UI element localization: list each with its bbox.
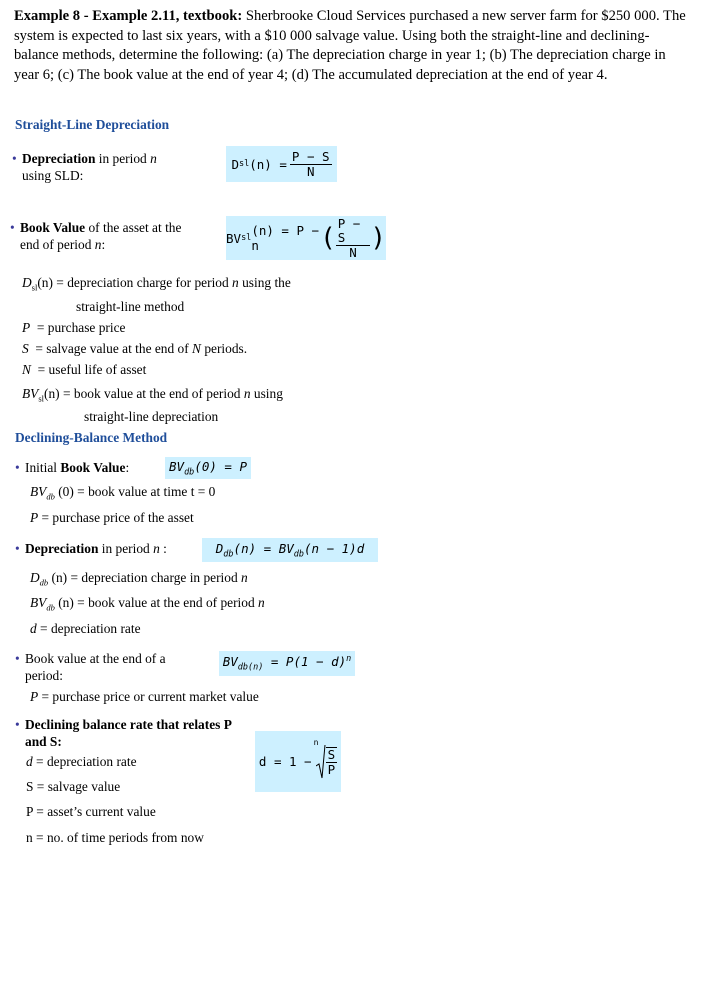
sl-b2-bold: Book Value	[20, 220, 86, 235]
db-l2-sym: P	[30, 510, 39, 525]
db-l3-sub: db	[39, 577, 49, 588]
f2-den: N	[349, 244, 357, 260]
f2-fraction	[336, 217, 371, 260]
db-b4-line1: Declining balance rate that relates P	[25, 717, 232, 732]
db-f2-c: (n − 1)d	[304, 540, 365, 556]
def-bvsl-end: using	[250, 385, 283, 401]
db-l1-sym: BV	[30, 484, 47, 499]
db-l3-n: n	[241, 570, 248, 585]
sl-b2-n: n	[94, 237, 102, 252]
db-rate-bullet	[15, 716, 255, 750]
db-l4-n: n	[258, 595, 265, 610]
db-b1-pre: Initial	[25, 460, 61, 475]
bullet-icon: •	[15, 717, 20, 732]
sl-b1-line2: using SLD:	[22, 168, 84, 183]
db-f1-sub: db	[184, 467, 195, 478]
def-p-text: = purchase price	[30, 319, 126, 335]
db-l4-sub: db	[46, 602, 55, 613]
db-depreciation-formula	[202, 538, 378, 562]
db-f1-rest: (0) = P	[194, 458, 247, 474]
def-p	[22, 319, 352, 336]
def-bvsl-text: (n) = book value at the end of period	[44, 385, 244, 401]
db-b1-colon: :	[125, 460, 130, 475]
f1-lhs: D	[231, 156, 239, 172]
def-s-end: periods.	[200, 340, 248, 356]
declining-balance-heading: Declining-Balance Method	[15, 430, 168, 445]
def-bvsl-line2: straight-line depreciation	[84, 409, 219, 425]
db-f4-fraction	[326, 747, 338, 777]
f1-arg: (n) =	[249, 156, 287, 172]
f1-den: N	[306, 163, 315, 179]
db-f3-a: BV	[222, 654, 238, 670]
db-f4-num: S	[327, 746, 336, 762]
def-dsl-sym: D	[22, 275, 32, 290]
db-b2-n: n	[153, 541, 160, 556]
f2-lhs: BV	[226, 230, 242, 246]
db-f2-a: D	[215, 540, 224, 556]
db-l7	[26, 753, 137, 770]
def-bvsl	[22, 385, 352, 408]
db-l1-text: (0) = book value at time t = 0	[54, 484, 216, 499]
db-l2	[30, 509, 194, 526]
db-depreciation-bullet	[15, 540, 167, 557]
bullet-icon: •	[15, 541, 20, 556]
intro-body: Sherbrooke Cloud Services purchased a new server farm for $250 000. The system is expected to last six years, with a $10 000 salvage value. Using both the straight-line and declining-balance methods, determine the following: (a) The depreciation charge in year 1; (b) The depreciation charge in year 6; (c) The book value at the end of year 4; (d) The accumulated depreciation at the end of year 4.	[14, 8, 686, 83]
sl-depreciation-bullet	[12, 150, 212, 184]
db-l6-text: = purchase price or current market value	[38, 689, 259, 704]
db-initial-bullet	[15, 459, 129, 476]
sl-depreciation-formula	[226, 146, 337, 182]
db-book-value-bullet	[15, 650, 215, 684]
db-f3-sup: n	[346, 654, 352, 665]
db-f2-sub1: db	[223, 549, 234, 560]
def-bvsl-sym: BV	[22, 385, 39, 401]
def-dsl	[22, 274, 352, 297]
def-dsl-end: using the	[238, 275, 291, 290]
intro-lead: Example 8 - Example 2.11, textbook:	[14, 8, 243, 24]
def-dsl-text: (n) = depreciation charge for period	[37, 275, 233, 290]
sl-b1-n: n	[150, 151, 157, 166]
sl-book-value-formula	[226, 216, 386, 260]
sl-b2-line2: end of period	[20, 237, 95, 252]
db-l7-text: = depreciation rate	[32, 754, 137, 769]
db-l5	[30, 620, 141, 637]
db-b3-line2: period:	[25, 668, 63, 683]
db-f4-den: P	[327, 761, 336, 777]
db-f1-lhs: BV	[169, 458, 185, 474]
sl-definitions	[22, 274, 352, 425]
db-b4-line2: and S:	[25, 734, 62, 749]
bullet-icon: •	[12, 151, 17, 166]
db-l3-sym: D	[30, 570, 40, 585]
db-l10: n = no. of time periods from now	[26, 830, 204, 845]
db-f4-a: d = 1 −	[258, 754, 312, 769]
def-bvsl-n: n	[243, 385, 251, 401]
sl-b2-colon: :	[101, 237, 106, 252]
sl-book-value-bullet	[10, 219, 220, 253]
db-l4-text: (n) = book value at the end of period	[54, 595, 259, 610]
db-f2-b: (n) = BV	[233, 540, 294, 556]
db-l4-sym: BV	[30, 595, 47, 610]
f2-sub: sl	[241, 233, 252, 243]
f1-fraction	[290, 150, 332, 179]
def-s-sym: S	[22, 340, 29, 356]
def-dsl-line2: straight-line method	[76, 298, 185, 314]
intro-paragraph	[14, 7, 690, 85]
sl-b2-rest: of the asset at the	[85, 220, 182, 235]
straight-line-heading: Straight-Line Depreciation	[15, 117, 170, 132]
db-l1-sub: db	[46, 491, 55, 502]
f1-num: P − S	[291, 148, 330, 164]
db-l5-sym: d	[30, 621, 37, 636]
db-rate-formula	[255, 731, 341, 792]
db-b1-bold: Book Value	[60, 460, 126, 475]
def-dsl-sub: sl	[31, 282, 38, 293]
def-dsl-n: n	[232, 275, 239, 290]
bullet-icon: •	[10, 220, 15, 235]
db-l9: P = asset’s current value	[26, 804, 156, 819]
def-n-sym: N	[22, 361, 31, 377]
def-n	[22, 361, 352, 378]
f1-sub: sl	[239, 159, 250, 169]
db-initial-formula	[165, 457, 251, 479]
sl-b1-rest: in period	[95, 151, 151, 166]
db-l1	[30, 483, 215, 506]
radical-sign-icon	[316, 744, 326, 780]
db-l6	[30, 688, 259, 705]
db-book-value-formula	[219, 651, 355, 676]
db-l2-text: = purchase price of the asset	[38, 510, 194, 525]
f2-num: P − S	[336, 217, 371, 246]
db-l5-text: = depreciation rate	[36, 621, 141, 636]
f2-mid: (n) = P − n	[251, 223, 320, 253]
bullet-icon: •	[15, 651, 20, 666]
db-b2-bold: Depreciation	[25, 541, 99, 556]
def-s-text: = salvage value at the end of	[28, 340, 193, 356]
db-f4-root-index: n	[313, 737, 319, 747]
db-l3	[30, 569, 248, 592]
db-b2-rest: in period	[98, 541, 154, 556]
db-b2-colon: :	[159, 541, 167, 556]
db-l7-sym: d	[26, 754, 33, 769]
db-f3-b: = P(1 − d)	[263, 654, 347, 670]
def-s	[22, 340, 352, 357]
db-l4	[30, 594, 265, 617]
db-f3-sub: db(n)	[237, 662, 264, 673]
db-f4-root	[313, 737, 338, 780]
def-p-sym: P	[22, 319, 31, 335]
left-paren: (	[320, 223, 336, 253]
def-bvsl-sub: sl	[38, 393, 45, 404]
db-l8: S = salvage value	[26, 779, 121, 794]
sl-b1-bold: Depreciation	[22, 151, 96, 166]
def-n-text: = useful life of asset	[30, 361, 147, 377]
db-l3-text: (n) = depreciation charge in period	[48, 570, 242, 585]
bullet-icon: •	[15, 460, 20, 475]
right-paren: )	[370, 223, 386, 253]
db-f2-sub2: db	[293, 549, 305, 560]
db-b3-line1: Book value at the end of a	[25, 651, 166, 666]
db-l6-sym: P	[30, 689, 39, 704]
def-s-N: N	[192, 340, 201, 356]
